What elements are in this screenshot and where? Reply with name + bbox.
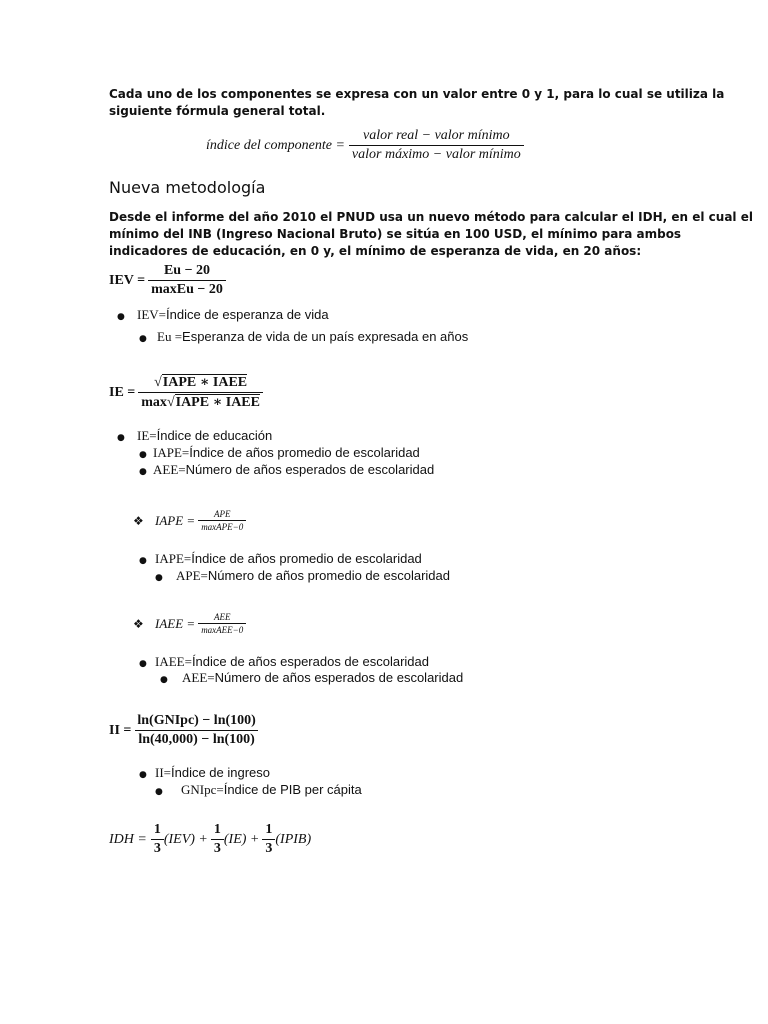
iape-numerator: APE	[213, 509, 231, 519]
iaee-lhs: IAEE =	[155, 615, 196, 631]
ii-numerator: ln(GNIpc) − ln(100)	[137, 713, 256, 728]
description-line-1: Desde el informe del año 2010 el PNUD usa un nuevo método para calcular el IDH, en el cual el	[109, 210, 753, 224]
description-line-2: mínimo del INB (Ingreso Nacional Bruto) se sitúa en 100 USD, el mínimo para ambos	[109, 227, 682, 241]
ii-formula	[109, 713, 259, 748]
gnipc-bullet-symbol: GNIpc=	[181, 782, 224, 797]
iape2-bullet-text: Índice de años promedio de escolaridad	[191, 551, 422, 566]
ii-lhs: II =	[109, 722, 132, 738]
list-item-iev	[117, 307, 329, 323]
section-heading: Nueva metodología	[109, 178, 266, 197]
ie-bullet-symbol: IE=	[137, 428, 157, 443]
ie-fraction	[138, 374, 263, 411]
iape-bullet-text: Índice de años promedio de escolaridad	[189, 445, 420, 460]
list-item-iaee	[139, 654, 429, 670]
iev-formula	[109, 263, 226, 298]
description-paragraph	[109, 209, 753, 260]
intro-paragraph	[109, 86, 724, 120]
eu-bullet-text: Esperanza de vida de un país expresada en años	[182, 329, 469, 344]
bullet-icon: ●	[117, 433, 125, 443]
iaee-formula	[133, 612, 246, 635]
radical-icon: √	[154, 375, 162, 390]
ii-bullet-text: Índice de ingreso	[171, 765, 271, 780]
iev-bullet-symbol: IEV=	[137, 307, 166, 322]
iape-fraction	[198, 509, 246, 532]
list-item-eu	[139, 329, 468, 345]
iev-numerator: Eu − 20	[163, 263, 211, 278]
aee2-bullet-text: Número de años esperados de escolaridad	[214, 670, 464, 685]
ie-denominator: max√IAPE ∗ IAEE	[138, 392, 263, 411]
iaee-bullet-text: Índice de años esperados de escolaridad	[191, 654, 429, 669]
iev-lhs: IEV =	[109, 272, 146, 288]
ie-bullet-text: Índice de educación	[156, 428, 273, 443]
gnipc-bullet-text: Índice de PIB per cápita	[223, 782, 362, 797]
bullet-icon: ●	[155, 787, 163, 797]
general-formula-denominator: valor máximo − valor mínimo	[349, 145, 524, 163]
idh-term-2: (IE) +	[223, 831, 260, 847]
list-item-gnipc	[155, 782, 362, 798]
idh-fraction-3: $\frac{1}{3}$	[262, 822, 275, 857]
general-formula	[206, 128, 524, 163]
bullet-icon: ●	[139, 556, 147, 566]
diamond-bullet-icon: ❖	[133, 513, 144, 528]
iape-denominator: maxAPE−0	[198, 520, 246, 532]
radical-icon: √	[166, 395, 175, 410]
general-formula-fraction	[349, 128, 524, 163]
list-item-ape	[155, 568, 450, 584]
list-item-aee-2	[160, 670, 463, 686]
ape-bullet-text: Número de años promedio de escolaridad	[207, 568, 450, 583]
bullet-icon: ●	[155, 573, 163, 583]
idh-formula	[109, 822, 311, 857]
eu-bullet-symbol: Eu =	[157, 329, 183, 344]
list-item-ii	[139, 765, 270, 781]
bullet-icon: ●	[117, 312, 125, 322]
list-item-iape	[139, 445, 420, 461]
bullet-icon: ●	[139, 334, 147, 344]
idh-lhs: IDH =	[109, 831, 147, 847]
general-formula-lhs: índice del componente =	[206, 137, 345, 153]
ii-denominator: ln(40,000) − ln(100)	[135, 730, 257, 748]
bullet-icon: ●	[139, 467, 147, 477]
bullet-icon: ●	[160, 675, 168, 685]
ii-bullet-symbol: II=	[155, 765, 171, 780]
list-item-iape-2	[139, 551, 422, 567]
ie-formula	[109, 374, 263, 411]
iev-fraction	[148, 263, 226, 298]
aee2-bullet-symbol: AEE=	[182, 670, 215, 685]
aee-bullet-text: Número de años esperados de escolaridad	[185, 462, 435, 477]
iaee-numerator: AEE	[213, 612, 231, 622]
iev-denominator: maxEu − 20	[148, 280, 226, 298]
ie-numerator: √IAPE ∗ IAEE	[154, 375, 248, 390]
iape-formula	[133, 509, 246, 532]
iaee-bullet-symbol: IAEE=	[155, 654, 192, 669]
iape-lhs: IAPE =	[155, 512, 196, 528]
ie-lhs: IE =	[109, 384, 136, 400]
aee-bullet-symbol: AEE=	[153, 462, 186, 477]
general-formula-numerator: valor real − valor mínimo	[363, 128, 510, 143]
idh-fraction-2: $\frac{1}{3}$	[211, 822, 224, 857]
intro-line-1: Cada uno de los componentes se expresa con un valor entre 0 y 1, para lo cual se utiliza la	[109, 87, 725, 101]
iev-bullet-text: Índice de esperanza de vida	[166, 307, 329, 322]
iape2-bullet-symbol: IAPE=	[155, 551, 192, 566]
diamond-bullet-icon: ❖	[133, 616, 144, 631]
iaee-denominator: maxAEE−0	[198, 623, 246, 635]
ape-bullet-symbol: APE=	[176, 568, 208, 583]
list-item-ie	[117, 428, 272, 444]
ii-fraction	[134, 713, 258, 748]
iaee-fraction	[198, 612, 246, 635]
bullet-icon: ●	[139, 659, 147, 669]
bullet-icon: ●	[139, 450, 147, 460]
idh-fraction-1: $\frac{1}{3}$	[151, 822, 164, 857]
bullet-icon: ●	[139, 770, 147, 780]
iape-bullet-symbol: IAPE=	[153, 445, 190, 460]
idh-term-3: (IPIB)	[275, 831, 312, 847]
intro-line-2: siguiente fórmula general total.	[109, 104, 326, 118]
description-line-3: indicadores de educación, en 0 y, el mínimo de esperanza de vida, en 20 años:	[109, 244, 642, 258]
idh-term-1: (IEV) +	[163, 831, 208, 847]
list-item-aee	[139, 462, 434, 478]
